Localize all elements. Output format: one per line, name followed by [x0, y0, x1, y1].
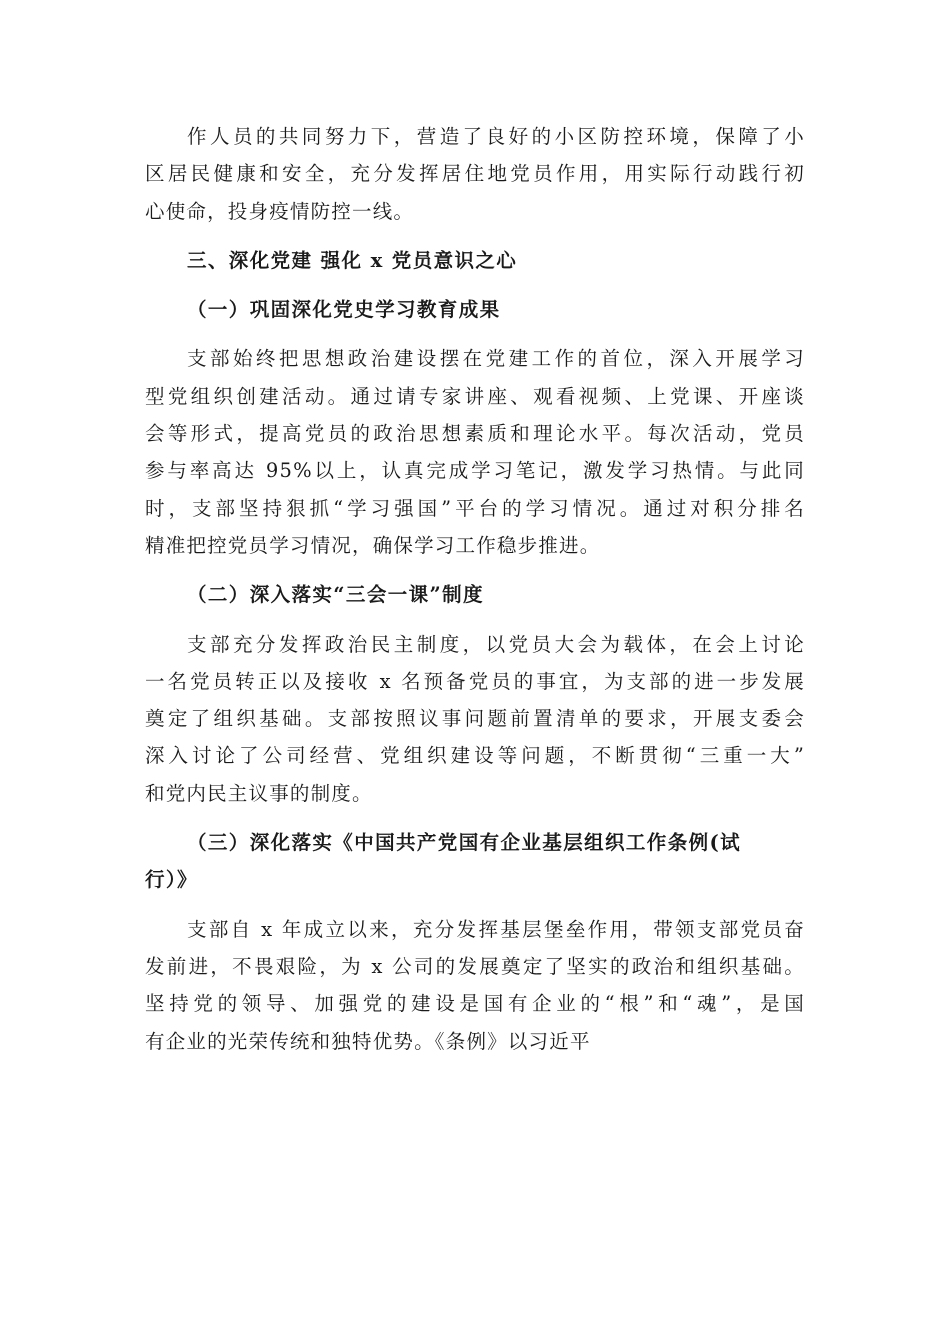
text-line: 一名党员转正以及接收 x 名预备党员的事宜，为支部的进一步发展 [145, 669, 805, 693]
text-line: 深入讨论了公司经营、党组织建设等问题，不断贯彻“三重一大” [145, 744, 805, 768]
text-line: 型党组织创建活动。通过请专家讲座、观看视频、上党课、开座谈 [145, 384, 805, 408]
text-line: 支部自 x 年成立以来，充分发挥基层堡垒作用，带领支部党员奋 [187, 917, 805, 941]
paragraph-continuation [145, 118, 805, 230]
text-line: 发前进，不畏艰险，为 x 公司的发展奠定了坚实的政治和组织基础。 [145, 954, 805, 978]
text-line: 支部始终把思想政治建设摆在党建工作的首位，深入开展学习 [187, 347, 805, 371]
text-line: 时，支部坚持狠抓“学习强国”平台的学习情况。通过对积分排名 [145, 496, 805, 520]
subsection-heading-1: （一）巩固深化党史学习教育成果 [187, 298, 501, 322]
document-body [145, 118, 805, 1060]
text-line: 有企业的光荣传统和独特优势。《条例》以习近平 [145, 1029, 591, 1053]
subsection-heading-3 [145, 824, 805, 899]
text-line: 会等形式，提高党员的政治思想素质和理论水平。每次活动，党员 [145, 422, 805, 446]
text-line: 坚持党的领导、加强党的建设是国有企业的“根”和“魂”，是国 [145, 992, 805, 1016]
heading-line: （三）深化落实《中国共产党国有企业基层组织工作条例(试 [187, 831, 742, 855]
text-line: 参与率高达 95%以上，认真完成学习笔记，激发学习热情。与此同 [145, 459, 805, 483]
text-line: 和党内民主议事的制度。 [145, 781, 373, 805]
heading-line: 行）》 [145, 868, 198, 892]
text-line: 心使命，投身疫情防控一线。 [145, 199, 415, 223]
text-line: 支部充分发挥政治民主制度，以党员大会为载体，在会上讨论 [187, 632, 805, 656]
paragraph [145, 911, 805, 1060]
section-heading: 三、深化党建 强化 x 党员意识之心 [187, 248, 518, 272]
text-line: 奠定了组织基础。支部按照议事问题前置清单的要求，开展支委会 [145, 707, 805, 731]
text-line: 作人员的共同努力下，营造了良好的小区防控环境，保障了小 [187, 125, 805, 148]
text-line: 精准把控党员学习情况，确保学习工作稳步推进。 [145, 533, 601, 557]
subsection-heading-2: （二）深入落实“三会一课”制度 [187, 583, 484, 607]
paragraph [145, 340, 805, 564]
paragraph [145, 626, 805, 812]
text-line: 区居民健康和安全，充分发挥居住地党员作用，用实际行动践行初 [145, 162, 805, 186]
